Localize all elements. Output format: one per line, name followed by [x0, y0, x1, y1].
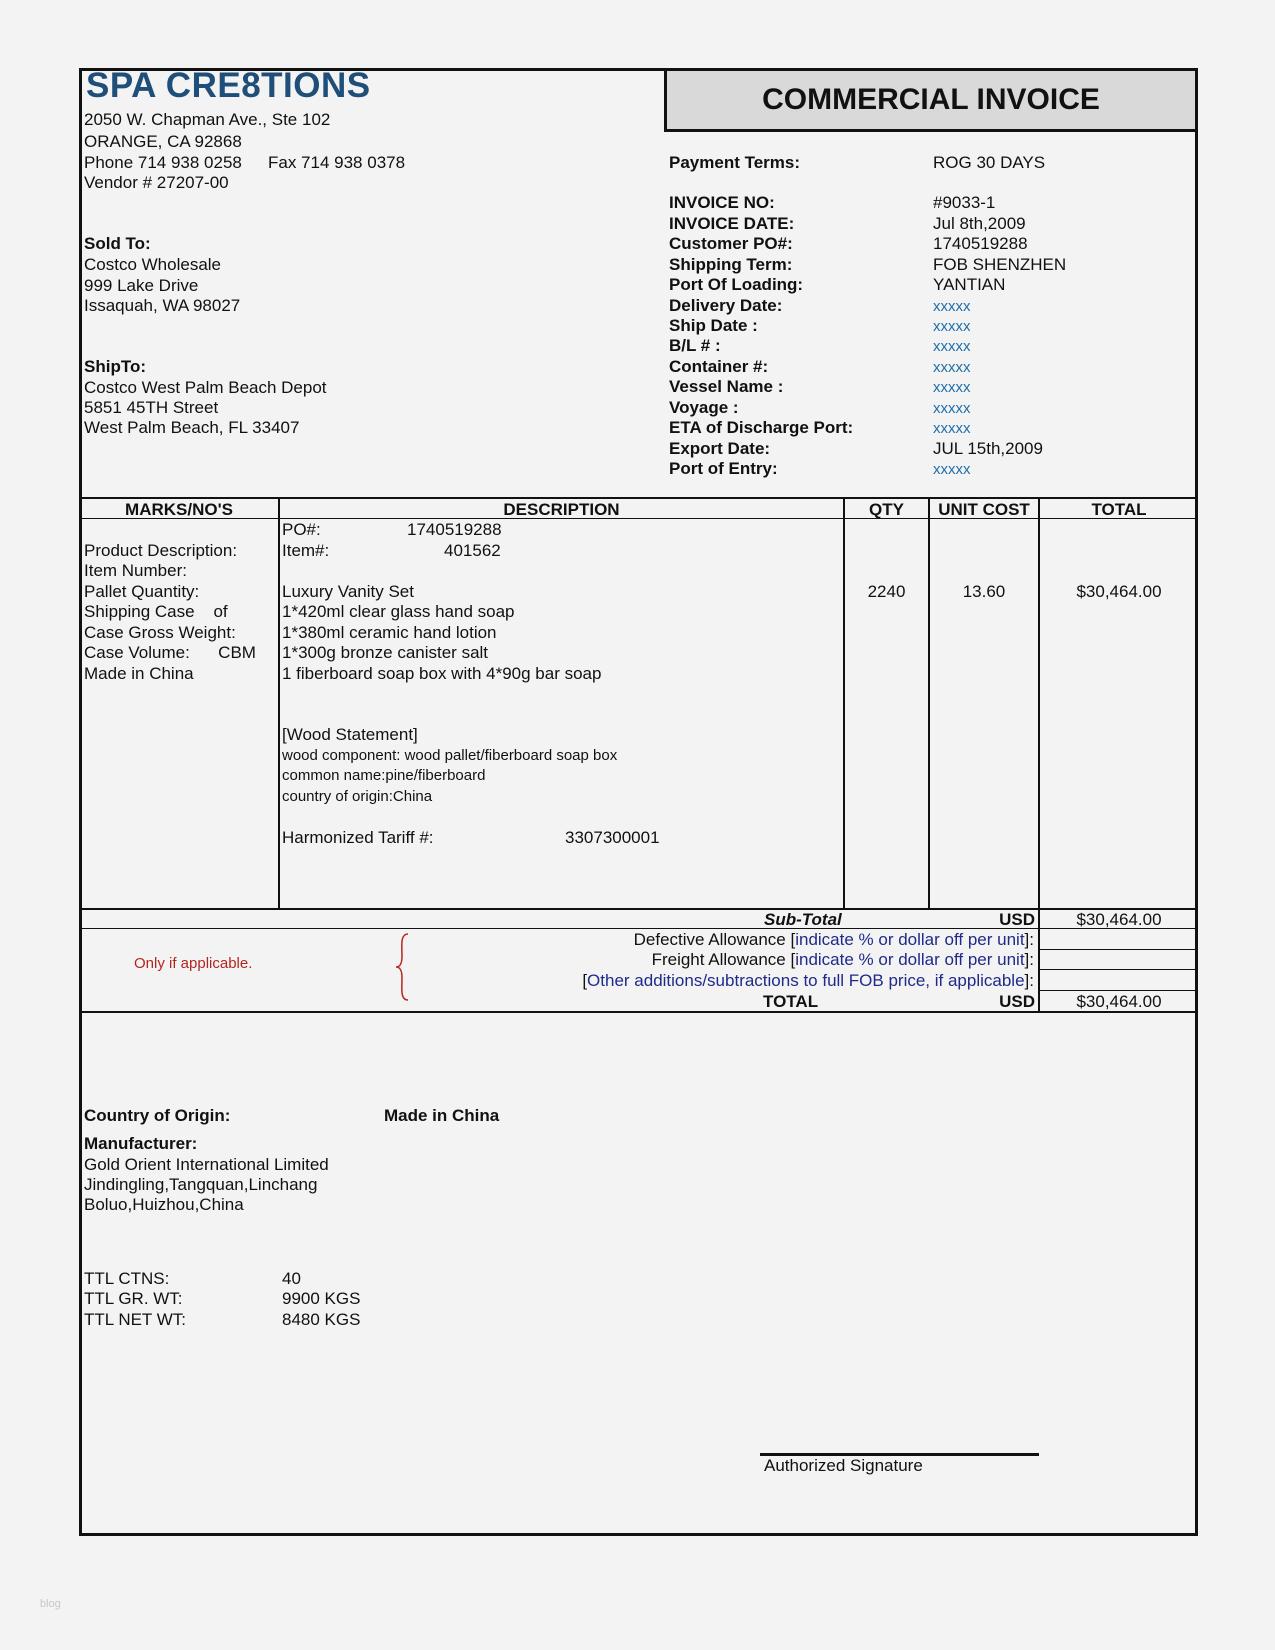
wood-line: common name:pine/fiberboard — [282, 767, 486, 784]
po-label: PO#: — [282, 520, 321, 539]
marks-line: Made in China — [84, 664, 194, 683]
ship-to-line: West Palm Beach, FL 33407 — [84, 418, 300, 437]
vendor-number: Vendor # 27207-00 — [84, 173, 229, 192]
info-value: FOB SHENZHEN — [933, 255, 1067, 274]
info-value: xxxxx — [933, 298, 971, 315]
other-additions-label: [Other additions/subtractions to full FOB price, if applicable]: — [582, 971, 1034, 990]
col-divider — [843, 498, 845, 909]
info-label: Delivery Date: — [669, 296, 783, 315]
manufacturer-line: Boluo,Huizhou,China — [84, 1195, 244, 1214]
subtotal-value: $30,464.00 — [1076, 910, 1162, 929]
marks-line: Case Volume: CBM — [84, 643, 256, 662]
table-top-line — [79, 497, 1198, 499]
header-marks: MARKS/NO'S — [125, 500, 233, 519]
info-value: xxxxx — [933, 338, 971, 355]
curly-brace — [394, 932, 412, 1002]
company-fax: Fax 714 938 0378 — [268, 153, 406, 172]
wood-line: country of origin:China — [282, 788, 433, 805]
info-label: Port Of Loading: — [669, 275, 804, 294]
manufacturer-line: Gold Orient International Limited — [84, 1155, 329, 1174]
ship-to-label: ShipTo: — [84, 357, 146, 376]
ttl-label: TTL CTNS: — [84, 1269, 170, 1288]
desc-line: 1*420ml clear glass hand soap — [282, 602, 515, 621]
total-value: $30,464.00 — [1076, 992, 1162, 1011]
marks-line: Product Description: — [84, 541, 238, 560]
desc-line: 1*380ml ceramic hand lotion — [282, 623, 497, 642]
total-currency: USD — [999, 992, 1035, 1011]
info-label: Ship Date : — [669, 316, 758, 335]
ttl-value: 8480 KGS — [282, 1310, 361, 1329]
info-label: Port of Entry: — [669, 459, 778, 478]
ship-to-line: Costco West Palm Beach Depot — [84, 378, 327, 397]
header-unit-cost: UNIT COST — [938, 500, 1030, 519]
marks-line: Case Gross Weight: — [84, 623, 236, 642]
unit-cost-value: 13.60 — [962, 582, 1006, 601]
subtotal-currency: USD — [999, 910, 1035, 929]
payment-terms-label: Payment Terms: — [669, 153, 801, 172]
info-label: Vessel Name : — [669, 377, 784, 396]
sold-to-line: 999 Lake Drive — [84, 276, 199, 295]
desc-line: 1*300g bronze canister salt — [282, 643, 489, 662]
ttl-value: 40 — [282, 1269, 301, 1288]
info-value: 1740519288 — [933, 234, 1028, 253]
only-if-applicable-note: Only if applicable. — [134, 955, 253, 972]
manufacturer-line: Jindingling,Tangquan,Linchang — [84, 1175, 318, 1194]
col-divider — [1038, 498, 1040, 1012]
document-title: COMMERCIAL INVOICE — [664, 68, 1198, 132]
qty-value: 2240 — [867, 582, 906, 601]
info-label: INVOICE DATE: — [669, 214, 795, 233]
origin-label: Country of Origin: — [84, 1106, 231, 1125]
info-value: #9033-1 — [933, 193, 996, 212]
watermark-text: blog — [40, 1598, 61, 1610]
signature-label: Authorized Signature — [764, 1456, 923, 1475]
total-label: TOTAL — [763, 992, 819, 1011]
desc-line: Luxury Vanity Set — [282, 582, 414, 601]
item-label: Item#: — [282, 541, 330, 560]
invoice-frame — [79, 68, 1198, 1536]
tariff-label: Harmonized Tariff #: — [282, 828, 434, 847]
company-address1: 2050 W. Chapman Ave., Ste 102 — [84, 110, 331, 129]
po-value: 1740519288 — [407, 520, 502, 539]
info-label: ETA of Discharge Port: — [669, 418, 854, 437]
header-qty: QTY — [869, 500, 904, 519]
info-label: Shipping Term: — [669, 255, 793, 274]
wood-statement-title: [Wood Statement] — [282, 725, 418, 744]
info-value: xxxxx — [933, 318, 971, 335]
info-value: xxxxx — [933, 420, 971, 437]
info-value: JUL 15th,2009 — [933, 439, 1043, 458]
info-label: Customer PO#: — [669, 234, 793, 253]
info-label: Container #: — [669, 357, 769, 376]
ship-to-line: 5851 45TH Street — [84, 398, 219, 417]
marks-line: Item Number: — [84, 561, 187, 580]
item-value: 401562 — [444, 541, 501, 560]
company-address2: ORANGE, CA 92868 — [84, 132, 242, 151]
info-label: B/L # : — [669, 336, 721, 355]
defective-allowance-label: Defective Allowance [indicate % or dollar off per unit]: — [633, 930, 1034, 949]
wood-line: wood component: wood pallet/fiberboard soap box — [282, 747, 618, 764]
col-divider — [278, 498, 280, 909]
company-phone: Phone 714 938 0258 — [84, 153, 242, 172]
info-value: YANTIAN — [933, 275, 1006, 294]
info-value: xxxxx — [933, 461, 971, 478]
col-divider — [928, 498, 930, 909]
header-total: TOTAL — [1091, 500, 1147, 519]
sold-to-line: Issaquah, WA 98027 — [84, 296, 241, 315]
desc-line: 1 fiberboard soap box with 4*90g bar soap — [282, 664, 602, 683]
marks-line: Shipping Case of — [84, 602, 228, 621]
info-value: xxxxx — [933, 400, 971, 417]
info-value: xxxxx — [933, 359, 971, 376]
sold-to-line: Costco Wholesale — [84, 255, 222, 274]
origin-value: Made in China — [384, 1106, 500, 1125]
payment-terms-value: ROG 30 DAYS — [933, 153, 1046, 172]
info-value: xxxxx — [933, 379, 971, 396]
company-name: SPA CRE8TIONS — [86, 66, 371, 105]
info-label: Voyage : — [669, 398, 739, 417]
ttl-label: TTL GR. WT: — [84, 1289, 183, 1308]
header-description: DESCRIPTION — [503, 500, 620, 519]
info-label: INVOICE NO: — [669, 193, 775, 212]
allowance-line — [1038, 990, 1198, 991]
manufacturer-label: Manufacturer: — [84, 1134, 198, 1153]
ttl-label: TTL NET WT: — [84, 1310, 186, 1329]
freight-allowance-label: Freight Allowance [indicate % or dollar off per unit]: — [651, 950, 1034, 969]
info-value: Jul 8th,2009 — [933, 214, 1026, 233]
sold-to-label: Sold To: — [84, 234, 151, 253]
allowance-line — [1038, 969, 1198, 970]
marks-line: Pallet Quantity: — [84, 582, 200, 601]
allowance-line — [1038, 949, 1198, 950]
line-total-value: $30,464.00 — [1076, 582, 1162, 601]
info-label: Export Date: — [669, 439, 771, 458]
ttl-value: 9900 KGS — [282, 1289, 361, 1308]
subtotal-label: Sub-Total — [764, 910, 842, 929]
tariff-value: 3307300001 — [565, 828, 660, 847]
